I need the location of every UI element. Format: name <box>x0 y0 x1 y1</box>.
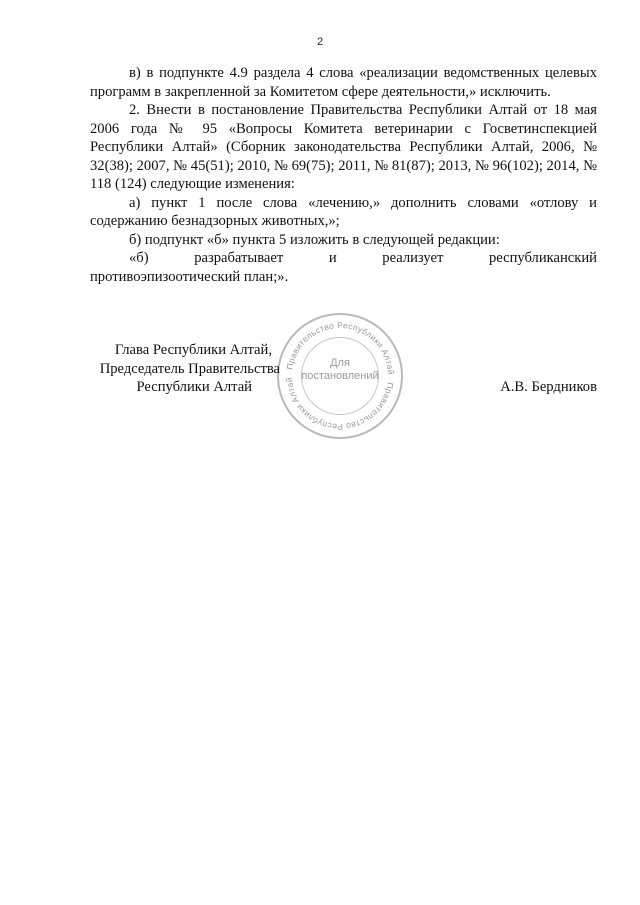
signatory-title <box>90 341 280 397</box>
stamp-center-text <box>279 357 401 383</box>
stamp-center-line-1: Для <box>330 357 350 369</box>
paragraph-quoted-b: «б) разрабатывает и реализует республиканский <box>129 250 597 266</box>
paragraph-item-2: 2. Внести в постановление Правительства Республики Алтай от 18 мая 2006 года № 95 «Вопросы Комитета ветеринарии с Госветинспекцией Республики Алтай» (Сборник законодательства Республики Алтай, 2006, № 32(38); 2007, № 45(51); 2010, № 69(75); 2011, № 81(87); 2013, № 96(102); 2014, № 118 (124) следующие изменения: <box>90 102 597 192</box>
page-number: 2 <box>316 36 324 48</box>
signatory-name: А.В. Бердников <box>500 379 597 395</box>
stamp-center-line-2: постановлений <box>301 370 379 382</box>
document-body <box>90 64 597 286</box>
paragraph-quoted-b-continued: противоэпизоотический план;». <box>90 268 289 285</box>
paragraph-subitem-b: б) подпункт «б» пункта 5 изложить в следующей редакции: <box>129 231 500 248</box>
official-stamp <box>277 313 403 439</box>
paragraph-subitem-a: а) пункт 1 после слова «лечению,» дополнить словами «отлову и содержанию безнадзорных животных,»; <box>90 194 597 229</box>
paragraph-subitem-v: в) в подпункте 4.9 раздела 4 слова «реализации ведомственных целевых программ в закрепленной за Комитетом сфере деятельности,» исключить. <box>90 65 597 100</box>
stamp-ring-text-2: Правительство Республики Алтай <box>283 376 396 433</box>
signatory-title-line-3: Республики Алтай <box>136 379 252 395</box>
signatory-title-line-2: Председатель Правительства <box>99 360 280 377</box>
stamp-ring-text-1: Правительство Республики Алтай <box>284 319 397 376</box>
signatory-title-line-1: Глава Республики Алтай, <box>114 342 272 358</box>
